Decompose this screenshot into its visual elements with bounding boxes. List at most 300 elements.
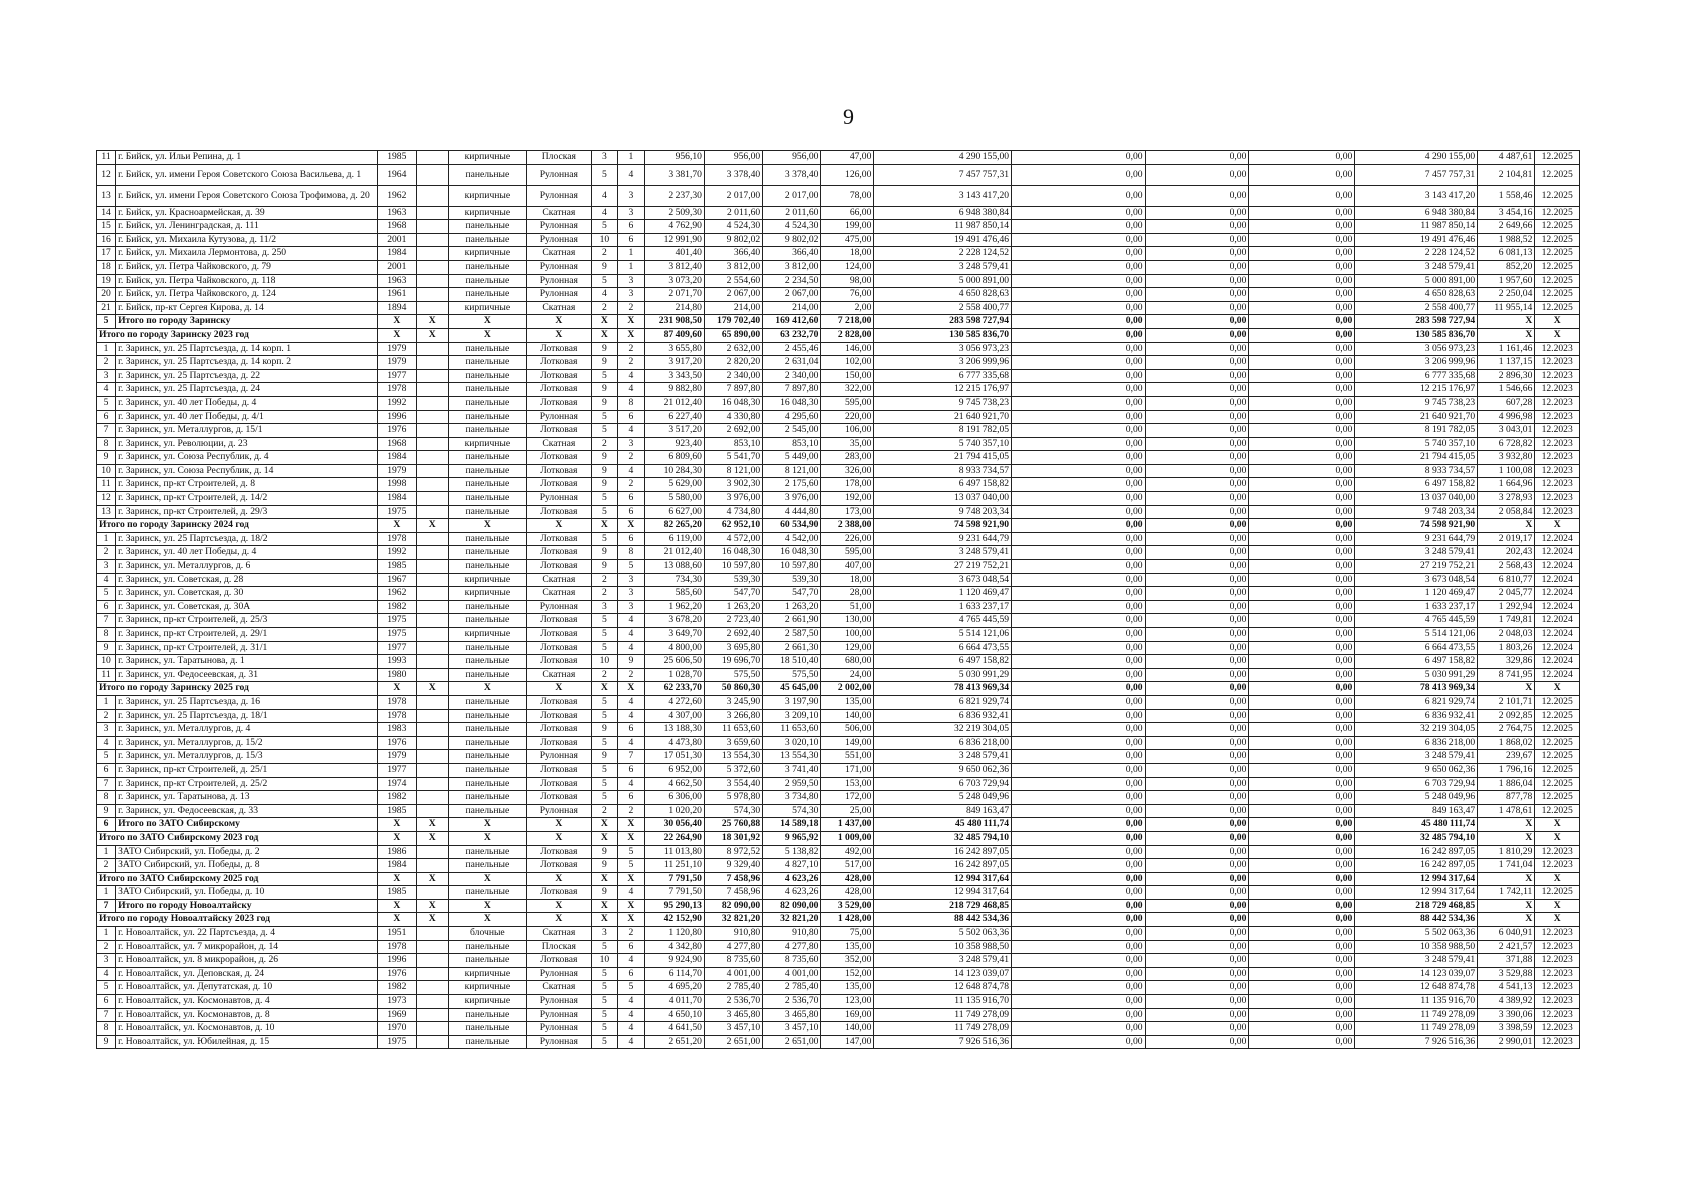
table-cell: 130,00: [821, 614, 874, 628]
table-cell: 5 740 357,10: [1355, 437, 1478, 451]
table-cell: 2 959,50: [763, 777, 821, 791]
table-cell: 12.2024: [1535, 628, 1580, 642]
table-cell: 5: [618, 560, 644, 574]
table-cell: 877,78: [1478, 791, 1535, 805]
table-cell: 6 497 158,82: [1355, 655, 1478, 669]
table-cell: 2 723,40: [704, 614, 762, 628]
table-cell: панельные: [448, 464, 526, 478]
table-cell: 5: [591, 274, 617, 288]
table-cell: 0,00: [1249, 641, 1355, 655]
table-cell: 13 554,30: [704, 750, 762, 764]
table-cell: 2 820,20: [704, 356, 762, 370]
table-cell: [416, 260, 448, 274]
table-cell: 0,00: [1012, 886, 1145, 900]
table-cell: 1: [618, 260, 644, 274]
table-cell: панельные: [448, 845, 526, 859]
table-cell: 10: [97, 464, 116, 478]
table-cell: 1 009,00: [821, 831, 874, 845]
table-cell: [416, 954, 448, 968]
table-cell: X: [618, 818, 644, 832]
table-cell: 2 536,70: [704, 995, 762, 1009]
table-cell: 5: [591, 410, 617, 424]
table-cell: 2 421,57: [1478, 940, 1535, 954]
table-cell: г. Заринск, ул. Советская, д. 30: [116, 587, 378, 601]
table-cell: Рулонная: [527, 492, 592, 506]
table-cell: 2 651,00: [763, 1035, 821, 1049]
table-cell: 5 629,00: [644, 478, 704, 492]
table-cell: 2: [618, 356, 644, 370]
table-cell: X: [377, 818, 416, 832]
table-cell: 2 048,03: [1478, 628, 1535, 642]
table-cell: Рулонная: [527, 750, 592, 764]
table-cell: 6 703 729,94: [1355, 777, 1478, 791]
table-cell: 0,00: [1012, 682, 1145, 696]
table-cell: X: [377, 328, 416, 342]
table-cell: 12.2024: [1535, 560, 1580, 574]
table-cell: 1970: [377, 1022, 416, 1036]
table-cell: 12.2025: [1535, 695, 1580, 709]
table-cell: [416, 464, 448, 478]
table-cell: 173,00: [821, 505, 874, 519]
table-cell: 5: [618, 845, 644, 859]
table-cell: 231 908,50: [644, 315, 704, 329]
table-cell: Лотковая: [527, 532, 592, 546]
table-cell: [416, 600, 448, 614]
table-cell: 9: [591, 859, 617, 873]
table-cell: 2: [591, 587, 617, 601]
table-cell: 5: [591, 505, 617, 519]
table-cell: 0,00: [1012, 641, 1145, 655]
table-cell: 1998: [377, 478, 416, 492]
table-cell: 12.2023: [1535, 410, 1580, 424]
table-cell: 0,00: [1145, 247, 1249, 261]
table-cell: 12: [97, 492, 116, 506]
table-cell: 0,00: [1249, 872, 1355, 886]
table-cell: [416, 220, 448, 234]
table-cell: X: [591, 872, 617, 886]
table-cell: 0,00: [1012, 546, 1145, 560]
table-cell: 5: [591, 736, 617, 750]
table-cell: 0,00: [1012, 763, 1145, 777]
table-cell: 9: [591, 260, 617, 274]
table-cell: 2 101,71: [1478, 695, 1535, 709]
table-cell: 135,00: [821, 981, 874, 995]
table-cell: 21 640 921,70: [1355, 410, 1478, 424]
table-cell: X: [448, 328, 526, 342]
table-cell: 1985: [377, 151, 416, 165]
table-cell: 76,00: [821, 288, 874, 302]
table-cell: панельные: [448, 695, 526, 709]
table-cell: 21 640 921,70: [874, 410, 1012, 424]
table-cell: 574,30: [704, 804, 762, 818]
table-row: [97, 954, 1580, 968]
table-cell: [416, 437, 448, 451]
table-cell: 3 465,80: [704, 1008, 762, 1022]
table-cell: 0,00: [1012, 913, 1145, 927]
table-cell: 6: [618, 410, 644, 424]
table-row: [97, 356, 1580, 370]
table-cell: 4: [618, 995, 644, 1009]
table-cell: 0,00: [1249, 383, 1355, 397]
table-cell: 2 661,90: [763, 614, 821, 628]
table-cell: Лотковая: [527, 954, 592, 968]
table-cell: г. Заринск, ул. 25 Партсъезда, д. 16: [116, 695, 378, 709]
table-cell: 149,00: [821, 736, 874, 750]
table-row: [97, 967, 1580, 981]
table-cell: 12.2025: [1535, 164, 1580, 185]
table-row: [97, 573, 1580, 587]
table-cell: 5: [591, 791, 617, 805]
table-cell: 6 777 335,68: [874, 369, 1012, 383]
table-cell: 0,00: [1145, 342, 1249, 356]
table-cell: [416, 927, 448, 941]
table-cell: 87 409,60: [644, 328, 704, 342]
table-cell: 1976: [377, 424, 416, 438]
table-cell: 6 497 158,82: [874, 478, 1012, 492]
table-cell: 0,00: [1012, 872, 1145, 886]
table-cell: 21 794 415,05: [874, 451, 1012, 465]
table-cell: 366,40: [704, 247, 762, 261]
table-cell: 0,00: [1145, 913, 1249, 927]
table-cell: 32 821,20: [704, 913, 762, 927]
table-cell: 1977: [377, 641, 416, 655]
table-cell: 10 597,80: [763, 560, 821, 574]
table-cell: 0,00: [1012, 668, 1145, 682]
table-cell: X: [618, 872, 644, 886]
table-cell: 192,00: [821, 492, 874, 506]
table-cell: 9 650 062,36: [874, 763, 1012, 777]
table-cell: 0,00: [1012, 478, 1145, 492]
table-cell: X: [416, 913, 448, 927]
table-cell: 9 745 738,23: [874, 396, 1012, 410]
table-cell: г. Заринск, пр-кт Строителей, д. 25/1: [116, 763, 378, 777]
table-cell: панельные: [448, 886, 526, 900]
table-cell: X: [1478, 818, 1535, 832]
table-cell: Скатная: [527, 668, 592, 682]
table-cell: 0,00: [1012, 505, 1145, 519]
table-cell: 539,30: [704, 573, 762, 587]
table-cell: 5: [591, 777, 617, 791]
table-cell: 0,00: [1249, 954, 1355, 968]
table-cell: [416, 995, 448, 1009]
table-cell: 1 120,80: [644, 927, 704, 941]
table-cell: 0,00: [1145, 695, 1249, 709]
table-cell: 10 358 988,50: [1355, 940, 1478, 954]
table-cell: 11 653,60: [704, 723, 762, 737]
table-cell: 0,00: [1012, 519, 1145, 533]
table-cell: 0,00: [1012, 600, 1145, 614]
table-cell: 13 037 040,00: [1355, 492, 1478, 506]
table-cell: 4 827,10: [763, 859, 821, 873]
table-cell: 0,00: [1145, 967, 1249, 981]
table-cell: панельные: [448, 668, 526, 682]
table-cell: 153,00: [821, 777, 874, 791]
table-cell: 853,10: [704, 437, 762, 451]
table-cell: X: [527, 818, 592, 832]
table-cell: панельные: [448, 410, 526, 424]
table-cell: [416, 247, 448, 261]
table-cell: 11 251,10: [644, 859, 704, 873]
table-cell: [416, 342, 448, 356]
table-cell: X: [377, 899, 416, 913]
table-cell: 6 040,91: [1478, 927, 1535, 941]
table-cell: 1 633 237,17: [1355, 600, 1478, 614]
table-cell: 16 242 897,05: [874, 845, 1012, 859]
table-cell: 6 497 158,82: [1355, 478, 1478, 492]
table-cell: 45 645,00: [763, 682, 821, 696]
table-cell: [416, 804, 448, 818]
table-cell: X: [416, 818, 448, 832]
table-cell: блочные: [448, 927, 526, 941]
table-cell: кирпичные: [448, 301, 526, 315]
table-cell: 1 263,20: [704, 600, 762, 614]
table-cell: 218 729 468,85: [874, 899, 1012, 913]
table-cell: 3 343,50: [644, 369, 704, 383]
table-cell: 2 649,66: [1478, 220, 1535, 234]
table-cell: 9 965,92: [763, 831, 821, 845]
table-cell: 50 860,30: [704, 682, 762, 696]
table-cell: г. Новоалтайск, ул. Космонавтов, д. 10: [116, 1022, 378, 1036]
table-cell: [416, 573, 448, 587]
table-cell: 9: [591, 546, 617, 560]
table-cell: X: [416, 315, 448, 329]
table-cell: 16: [97, 233, 116, 247]
table-cell: 9 745 738,23: [1355, 396, 1478, 410]
table-cell: X: [416, 682, 448, 696]
table-row: [97, 383, 1580, 397]
table-cell: 4 290 155,00: [1355, 151, 1478, 165]
table-cell: 199,00: [821, 220, 874, 234]
table-cell: 9 329,40: [704, 859, 762, 873]
table-cell: Лотковая: [527, 723, 592, 737]
table-cell: 140,00: [821, 709, 874, 723]
table-cell: 0,00: [1249, 587, 1355, 601]
table-cell: 24,00: [821, 668, 874, 682]
table-cell: 3 454,16: [1478, 206, 1535, 220]
table-cell: 547,70: [763, 587, 821, 601]
table-cell: 0,00: [1145, 206, 1249, 220]
table-cell: 12.2023: [1535, 369, 1580, 383]
table-cell: г. Бийск, ул. Михаила Лермонтова, д. 250: [116, 247, 378, 261]
table-cell: 3 398,59: [1478, 1022, 1535, 1036]
table-cell: 12.2025: [1535, 185, 1580, 206]
table-cell: 8: [97, 437, 116, 451]
table-cell: 407,00: [821, 560, 874, 574]
table-cell: 2 568,43: [1478, 560, 1535, 574]
table-cell: X: [416, 872, 448, 886]
table-cell: 4 623,26: [763, 886, 821, 900]
table-cell: [416, 301, 448, 315]
table-cell: 0,00: [1012, 274, 1145, 288]
table-cell: 12.2023: [1535, 940, 1580, 954]
table-cell: ЗАТО Сибирский, ул. Победы, д. 8: [116, 859, 378, 873]
table-cell: 0,00: [1249, 886, 1355, 900]
table-cell: 20: [97, 288, 116, 302]
table-cell: 7 457 757,31: [1355, 164, 1478, 185]
table-cell: 12 994 317,64: [874, 886, 1012, 900]
table-cell: 12 648 874,78: [874, 981, 1012, 995]
table-cell: [416, 356, 448, 370]
table-cell: X: [591, 682, 617, 696]
table-cell: 0,00: [1249, 492, 1355, 506]
table-cell: 5 372,60: [704, 763, 762, 777]
table-cell: 12.2024: [1535, 614, 1580, 628]
table-cell: Лотковая: [527, 464, 592, 478]
table-cell: 12 215 176,97: [874, 383, 1012, 397]
table-cell: г. Заринск, пр-кт Строителей, д. 31/1: [116, 641, 378, 655]
table-cell: 4: [97, 573, 116, 587]
table-cell: 0,00: [1145, 791, 1249, 805]
table-cell: 3 043,01: [1478, 424, 1535, 438]
table-cell: Скатная: [527, 301, 592, 315]
table-cell: 82 090,00: [763, 899, 821, 913]
table-cell: 1979: [377, 750, 416, 764]
table-cell: 0,00: [1012, 560, 1145, 574]
table-cell: 8 735,60: [704, 954, 762, 968]
table-cell: г. Заринск, ул. Таратынова, д. 1: [116, 655, 378, 669]
table-cell: 2: [618, 927, 644, 941]
table-cell: [416, 1022, 448, 1036]
table-cell: г. Заринск, пр-кт Строителей, д. 14/2: [116, 492, 378, 506]
table-cell: 2: [97, 859, 116, 873]
table-row: [97, 206, 1580, 220]
table-cell: 12.2023: [1535, 396, 1580, 410]
table-cell: [416, 233, 448, 247]
table-cell: 4: [618, 383, 644, 397]
table-cell: 12.2025: [1535, 777, 1580, 791]
table-cell: X: [448, 682, 526, 696]
table-cell: X: [618, 519, 644, 533]
table-cell: 7: [97, 777, 116, 791]
table-cell: 12.2023: [1535, 464, 1580, 478]
table-cell: 1 742,11: [1478, 886, 1535, 900]
table-cell: 329,86: [1478, 655, 1535, 669]
table-cell: г. Заринск, пр-кт Строителей, д. 8: [116, 478, 378, 492]
table-cell: г. Бийск, ул. Михаила Кутузова, д. 11/2: [116, 233, 378, 247]
table-cell: панельные: [448, 777, 526, 791]
table-cell: 0,00: [1145, 233, 1249, 247]
table-cell: панельные: [448, 954, 526, 968]
table-cell: X: [1478, 682, 1535, 696]
table-cell: г. Заринск, пр-кт Строителей, д. 25/2: [116, 777, 378, 791]
table-cell: 12.2025: [1535, 220, 1580, 234]
table-cell: X: [448, 315, 526, 329]
table-cell: 2 651,20: [644, 1035, 704, 1049]
table-cell: 3 695,80: [704, 641, 762, 655]
table-cell: 3 932,80: [1478, 451, 1535, 465]
table-row: [97, 695, 1580, 709]
table-cell: г. Заринск, ул. 25 Партсъезда, д. 24: [116, 383, 378, 397]
table-cell: 5 502 063,36: [874, 927, 1012, 941]
table-cell: 1962: [377, 587, 416, 601]
table-cell: 0,00: [1145, 600, 1249, 614]
table-cell: 16 242 897,05: [1355, 845, 1478, 859]
table-cell: 124,00: [821, 260, 874, 274]
table-cell: 4 307,00: [644, 709, 704, 723]
table-cell: 7 791,50: [644, 872, 704, 886]
table-cell: 1985: [377, 560, 416, 574]
table-cell: панельные: [448, 396, 526, 410]
table-cell: панельные: [448, 641, 526, 655]
table-cell: 3 517,20: [644, 424, 704, 438]
table-cell: 13 088,60: [644, 560, 704, 574]
table-cell: г. Заринск, ул. 40 лет Победы, д. 4/1: [116, 410, 378, 424]
table-cell: 0,00: [1012, 356, 1145, 370]
table-cell: Лотковая: [527, 505, 592, 519]
table-cell: 371,88: [1478, 954, 1535, 968]
table-cell: 0,00: [1012, 164, 1145, 185]
table-cell: 7 458,96: [704, 872, 762, 886]
table-cell: 3 248 579,41: [1355, 954, 1478, 968]
table-cell: 853,10: [763, 437, 821, 451]
subtotal-row: [97, 315, 1580, 329]
table-cell: 12.2025: [1535, 723, 1580, 737]
table-cell: Скатная: [527, 247, 592, 261]
table-cell: 4 996,98: [1478, 410, 1535, 424]
table-cell: [416, 151, 448, 165]
table-cell: X: [1535, 315, 1580, 329]
table-cell: Итого по городу Заринску 2025 год: [97, 682, 378, 696]
table-cell: 4: [618, 886, 644, 900]
table-cell: 5 030 991,29: [874, 668, 1012, 682]
table-cell: 0,00: [1012, 587, 1145, 601]
table-cell: 0,00: [1012, 288, 1145, 302]
table-cell: 0,00: [1145, 818, 1249, 832]
table-cell: 2: [591, 437, 617, 451]
table-cell: 5: [591, 614, 617, 628]
table-cell: 8 972,52: [704, 845, 762, 859]
table-cell: 5: [591, 995, 617, 1009]
table-cell: 6: [97, 763, 116, 777]
table-cell: 1 161,46: [1478, 342, 1535, 356]
table-cell: 12.2023: [1535, 478, 1580, 492]
table-cell: [416, 478, 448, 492]
table-cell: 171,00: [821, 763, 874, 777]
table-cell: 4: [97, 967, 116, 981]
table-cell: 0,00: [1249, 478, 1355, 492]
table-cell: панельные: [448, 424, 526, 438]
table-cell: 0,00: [1249, 981, 1355, 995]
table-cell: 6: [618, 940, 644, 954]
table-cell: X: [1535, 519, 1580, 533]
table-cell: X: [591, 328, 617, 342]
table-cell: 6 081,13: [1478, 247, 1535, 261]
year-total-row: [97, 682, 1580, 696]
table-cell: 3 734,80: [763, 791, 821, 805]
table-cell: 22 264,90: [644, 831, 704, 845]
table-cell: 60 534,90: [763, 519, 821, 533]
table-cell: 3 056 973,23: [1355, 342, 1478, 356]
table-cell: Лотковая: [527, 695, 592, 709]
table-cell: 78 413 969,34: [874, 682, 1012, 696]
table-cell: 1986: [377, 845, 416, 859]
table-cell: 4: [618, 1008, 644, 1022]
table-cell: 8: [618, 546, 644, 560]
table-cell: 0,00: [1012, 206, 1145, 220]
table-cell: 4 542,00: [763, 532, 821, 546]
table-cell: 0,00: [1012, 151, 1145, 165]
table-cell: 3: [97, 954, 116, 968]
table-cell: панельные: [448, 356, 526, 370]
table-cell: 150,00: [821, 369, 874, 383]
table-cell: 4: [618, 628, 644, 642]
table-cell: 6 114,70: [644, 967, 704, 981]
table-cell: 6: [618, 763, 644, 777]
table-cell: 0,00: [1145, 954, 1249, 968]
table-cell: 0,00: [1249, 464, 1355, 478]
table-cell: 7 458,96: [704, 886, 762, 900]
table-cell: панельные: [448, 260, 526, 274]
